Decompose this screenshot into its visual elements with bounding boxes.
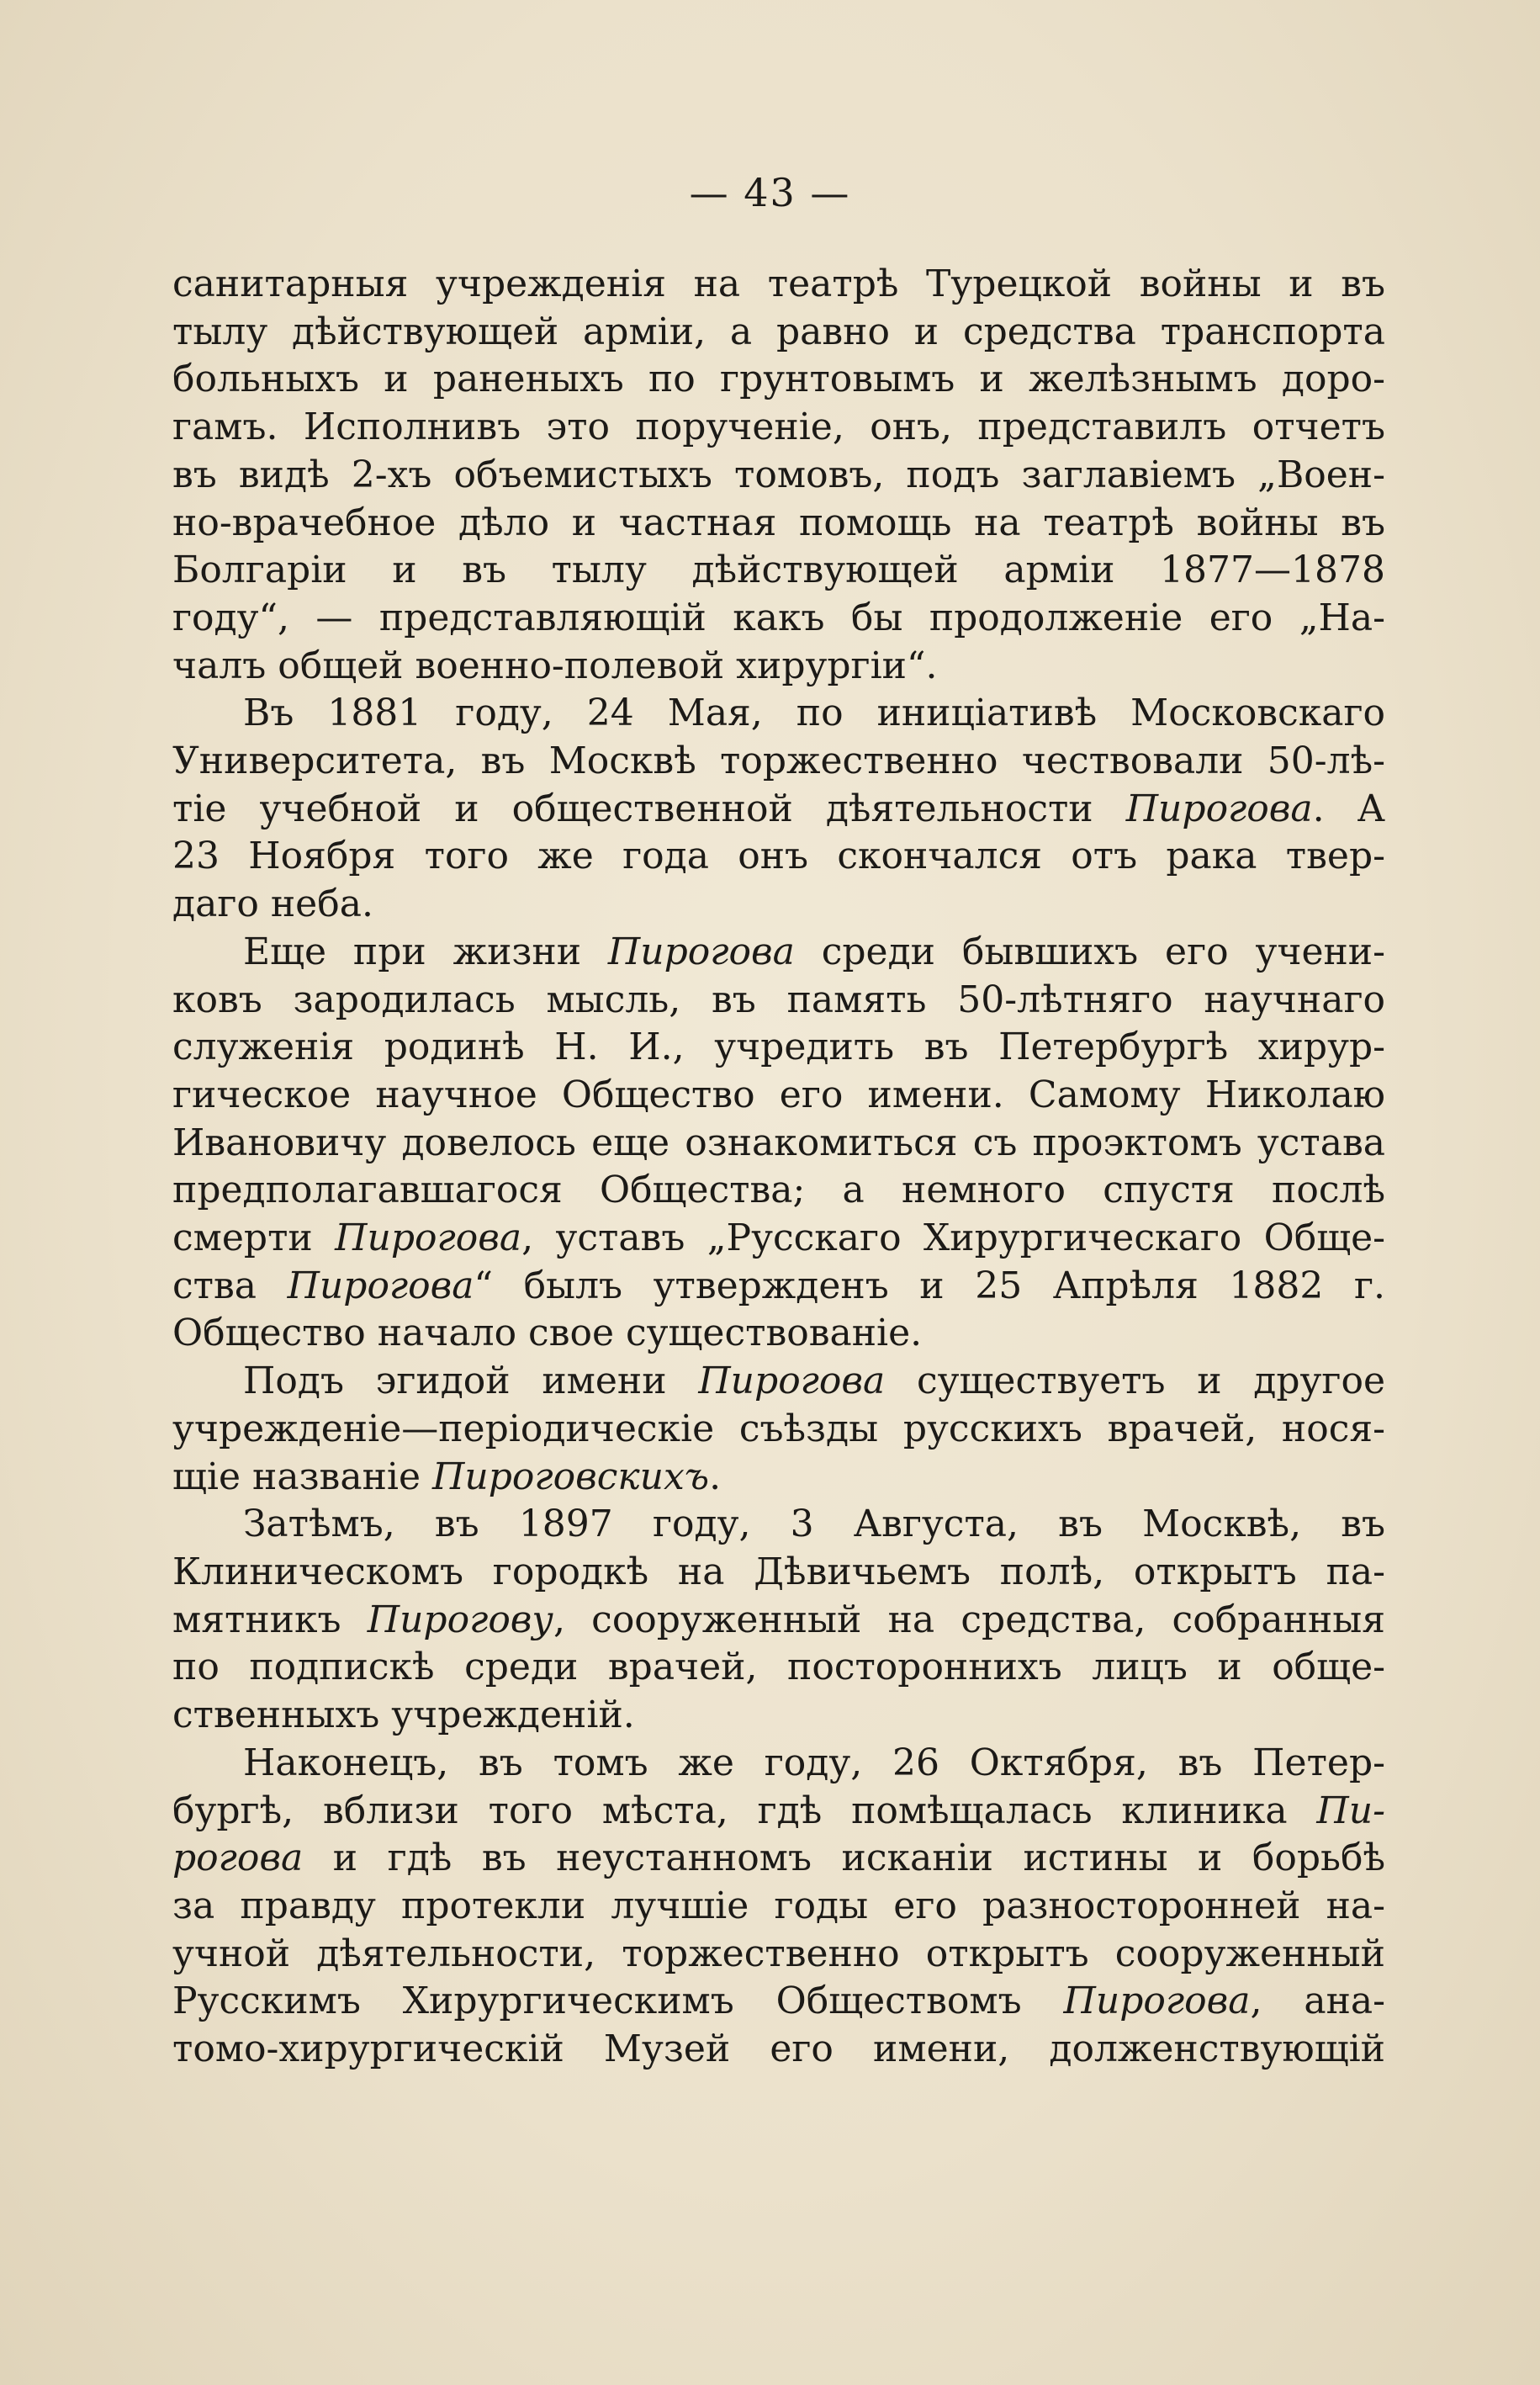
text-line: Въ 1881 году, 24 Мая, по иниціативѣ Московскаго bbox=[243, 692, 1385, 735]
text-line: томо-хирургическій Музей его имени, долженствующій bbox=[172, 2027, 1385, 2071]
text-line: Затѣмъ, въ 1897 году, 3 Августа, въ Москвѣ, въ bbox=[243, 1503, 1385, 1546]
text-line: Наконецъ, въ томъ же году, 26 Октября, въ Петер- bbox=[243, 1741, 1385, 1784]
text-line: рогова и гдѣ въ неустанномъ исканіи истины и борьбѣ bbox=[172, 1836, 1385, 1880]
text-line: бургѣ, вблизи того мѣста, гдѣ помѣщалась клиника Пи- bbox=[172, 1789, 1385, 1832]
text-line: щіе названіе Пироговскихъ. bbox=[172, 1455, 722, 1498]
text-line: за правду протекли лучшіе годы его разносторонней на- bbox=[172, 1884, 1385, 1927]
text-line: ковъ зародилась мысль, въ память 50-лѣтняго научнаго bbox=[172, 978, 1385, 1021]
text-line: по подпискѣ среди врачей, постороннихъ лицъ и обще- bbox=[172, 1646, 1385, 1689]
text-line: ства Пирогова“ былъ утвержденъ и 25 Апрѣля 1882 г. bbox=[172, 1264, 1385, 1307]
text-line: но-врачебное дѣло и частная помощь на театрѣ войны въ bbox=[172, 501, 1385, 544]
paragraph bbox=[172, 261, 1385, 690]
text-line: учной дѣятельности, торжественно открытъ сооруженный bbox=[172, 1932, 1385, 1975]
text-line: Клиническомъ городкѣ на Дѣвичьемъ полѣ, открытъ па- bbox=[172, 1550, 1385, 1593]
text-line: гическое научное Общество его имени. Самому Николаю bbox=[172, 1073, 1385, 1116]
text-line: предполагавшагося Общества; а немного спустя послѣ bbox=[172, 1169, 1385, 1212]
text-line: году“, — представляющій какъ бы продолженіе его „На- bbox=[172, 596, 1385, 639]
text-line: Университета, въ Москвѣ торжественно чествовали 50-лѣ- bbox=[172, 739, 1385, 783]
text-line: ственныхъ учрежденій. bbox=[172, 1693, 635, 1737]
page-number: — 43 — bbox=[689, 170, 851, 215]
text-line: тіе учебной и общественной дѣятельности Пирогова. А bbox=[172, 787, 1385, 830]
text-line: Подъ эгидой имени Пирогова существуетъ и другое bbox=[243, 1359, 1385, 1403]
text-line: 23 Ноября того же года онъ скончался отъ рака твер- bbox=[172, 835, 1385, 878]
body-text bbox=[172, 261, 1385, 2074]
text-line: смерти Пирогова, уставъ „Русскаго Хирургическаго Обще- bbox=[172, 1216, 1385, 1260]
text-line: въ видѣ 2-хъ объемистыхъ томовъ, подъ заглавіемъ „Воен- bbox=[172, 453, 1385, 496]
text-line: учрежденіе—періодическіе съѣзды русскихъ врачей, нося- bbox=[172, 1407, 1385, 1450]
paragraph bbox=[172, 690, 1385, 929]
text-line: больныхъ и раненыхъ по грунтовымъ и желѣзнымъ доро- bbox=[172, 358, 1385, 401]
text-line: Русскимъ Хирургическимъ Обществомъ Пирогова, ана- bbox=[172, 1980, 1385, 2023]
text-line: даго неба. bbox=[172, 882, 373, 926]
text-line: служенія родинѣ Н. И., учредить въ Петербургѣ хирур- bbox=[172, 1026, 1385, 1069]
text-line: Еще при жизни Пирогова среди бывшихъ его учени- bbox=[243, 930, 1385, 973]
paragraph bbox=[172, 1358, 1385, 1501]
text-line: гамъ. Исполнивъ это порученіе, онъ, представилъ отчетъ bbox=[172, 405, 1385, 449]
text-line: Болгаріи и въ тылу дѣйствующей арміи 1877—1878 bbox=[172, 549, 1385, 592]
text-line: Ивановичу довелось еще ознакомиться съ проэктомъ устава bbox=[172, 1121, 1385, 1164]
paragraph bbox=[172, 1501, 1385, 1740]
text-line: чалъ общей военно-полевой хирургіи“. bbox=[172, 644, 938, 687]
text-line: Общество начало свое существованіе. bbox=[172, 1312, 923, 1355]
paragraph bbox=[172, 1740, 1385, 2074]
text-line: санитарныя учрежденія на театрѣ Турецкой войны и въ bbox=[172, 262, 1385, 305]
text-line: тылу дѣйствующей арміи, а равно и средства транспорта bbox=[172, 310, 1385, 353]
text-line: мятникъ Пирогову, сооруженный на средства, собранныя bbox=[172, 1598, 1385, 1641]
paragraph bbox=[172, 929, 1385, 1358]
